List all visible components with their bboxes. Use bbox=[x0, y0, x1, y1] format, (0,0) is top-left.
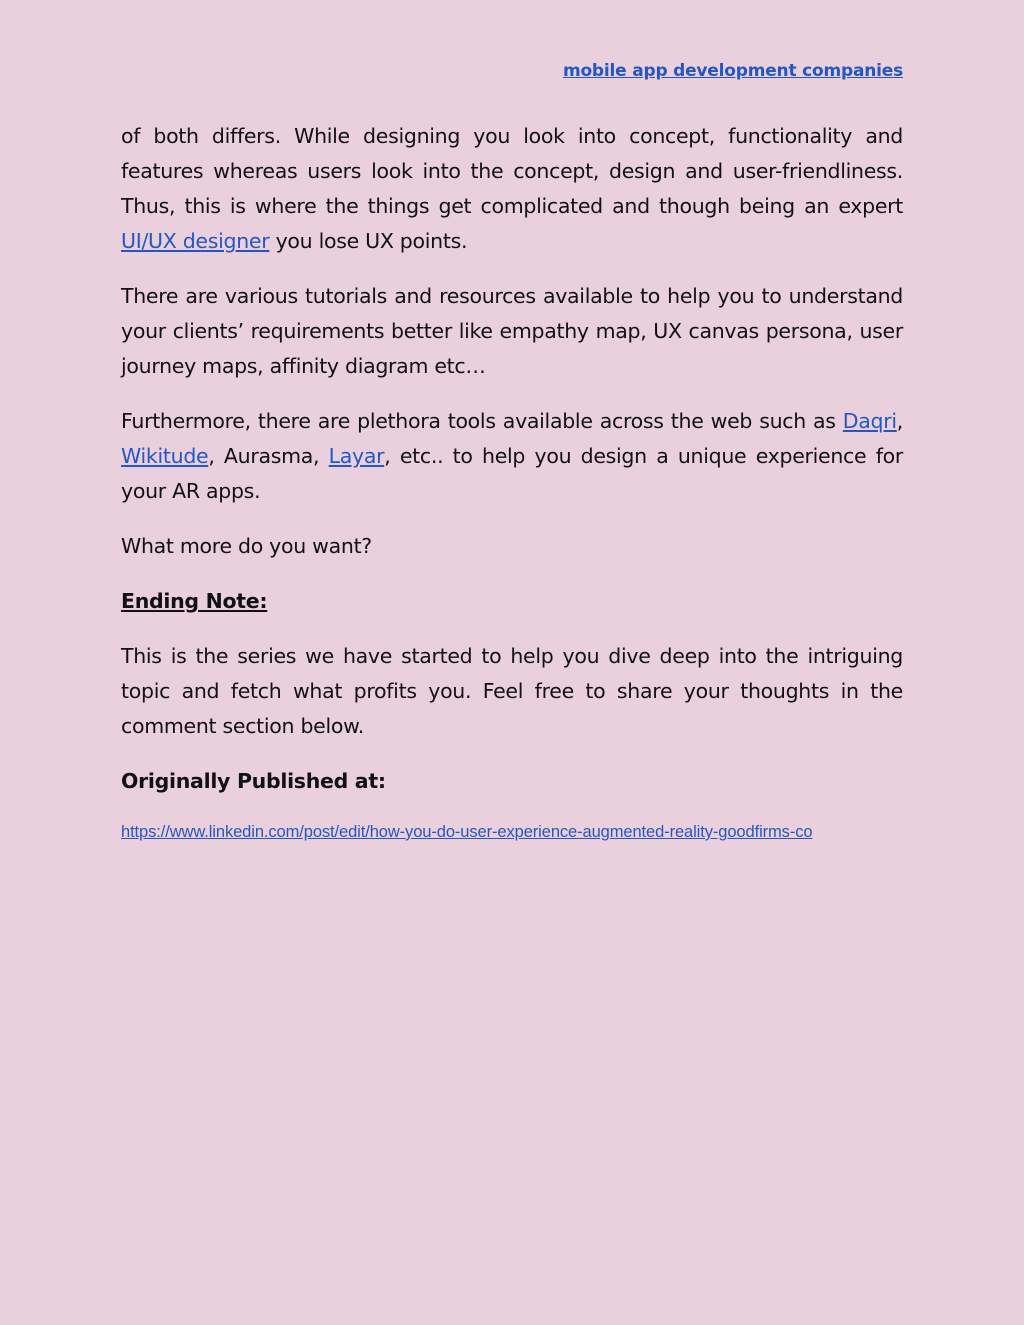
paragraph-tools bbox=[121, 404, 903, 509]
separator-text: , Aurasma, bbox=[208, 444, 329, 468]
daqri-link[interactable]: Daqri bbox=[842, 409, 897, 433]
paragraph-question: What more do you want? bbox=[121, 534, 372, 558]
paragraph-tutorials: There are various tutorials and resources available to help you to understand your clients’ requirements better like empathy map, UX canvas persona, user journey maps, affinity diagram etc… bbox=[121, 284, 903, 378]
ui-ux-designer-link[interactable]: UI/UX designer bbox=[121, 229, 270, 253]
document-body bbox=[121, 119, 903, 848]
paragraph-text: of both differs. While designing you look into concept, functionality and features whereas users look into the concept, design and user-friendliness. Thus, this is where the things get complicated and though being an expert bbox=[121, 124, 903, 218]
paragraph-ending-note: This is the series we have started to help you dive deep into the intriguing topic and fetch what profits you. Feel free to share your thoughts in the comment section below. bbox=[121, 644, 903, 738]
wikitude-link[interactable]: Wikitude bbox=[121, 444, 209, 468]
originally-published-heading: Originally Published at: bbox=[121, 769, 386, 793]
paragraph-design-differences bbox=[121, 119, 903, 259]
paragraph-text: Furthermore, there are plethora tools available across the web such as bbox=[121, 409, 843, 433]
ending-note-heading: Ending Note: bbox=[121, 589, 268, 613]
paragraph-text: , etc.. to help you design a unique experience for your AR apps. bbox=[121, 444, 903, 503]
paragraph-text: you lose UX points. bbox=[269, 229, 468, 253]
source-url-link[interactable]: https://www.linkedin.com/post/edit/how-you-do-user-experience-augmented-reality-goodfirms-co bbox=[121, 823, 813, 841]
header-link[interactable]: mobile app development companies bbox=[562, 61, 903, 81]
separator-text: , bbox=[896, 409, 903, 433]
layar-link[interactable]: Layar bbox=[328, 444, 385, 468]
